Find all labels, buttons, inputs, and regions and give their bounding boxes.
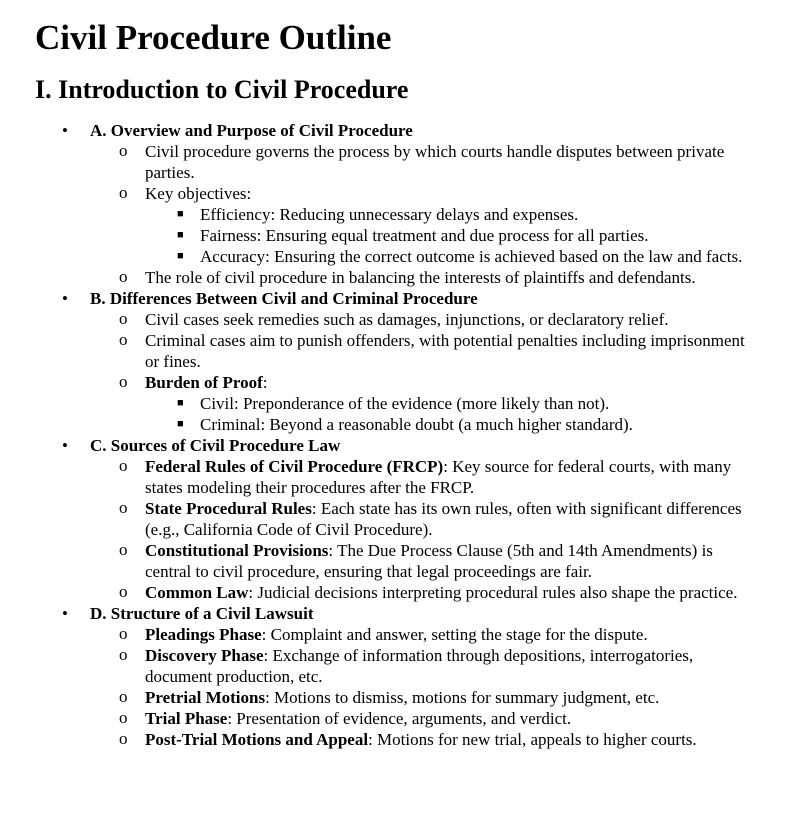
nested-list-item — [145, 393, 745, 414]
bullet-circle-icon: o — [119, 330, 128, 349]
item-lead: State Procedural Rules — [145, 499, 312, 518]
sub-list — [90, 456, 745, 603]
item-lead: Burden of Proof — [145, 373, 263, 392]
sub-list — [90, 141, 745, 288]
item-lead: Discovery Phase — [145, 646, 264, 665]
bullet-circle-icon: o — [119, 582, 128, 601]
bullet-circle-icon: o — [119, 372, 128, 391]
list-item — [90, 456, 745, 498]
bullet-circle-icon: o — [119, 687, 128, 706]
bullet-circle-icon: o — [119, 456, 128, 475]
list-item — [90, 708, 745, 729]
list-item — [90, 624, 745, 645]
list-item — [90, 498, 745, 540]
list-item — [90, 330, 745, 372]
section-subheading: D. Structure of a Civil Lawsuit — [90, 604, 314, 623]
bullet-circle-icon: o — [119, 267, 128, 286]
nested-list — [145, 204, 745, 267]
bullet-circle-icon: o — [119, 729, 128, 748]
item-text: : Key source for federal courts, with many states modeling their procedures after the FRCP. — [145, 457, 732, 497]
nested-list — [145, 393, 745, 435]
item-text: The role of civil procedure in balancing the interests of plaintiffs and defendants. — [145, 268, 696, 287]
item-text: : Complaint and answer, setting the stage for the dispute. — [261, 625, 648, 644]
bullet-square-icon: ■ — [177, 250, 184, 262]
bullet-circle-icon: o — [119, 183, 128, 202]
bullet-circle-icon: o — [119, 498, 128, 517]
bullet-square-icon: ■ — [177, 397, 184, 409]
item-text: : Motions to dismiss, motions for summary judgment, etc. — [265, 688, 660, 707]
list-item — [90, 645, 745, 687]
outline-section — [35, 120, 745, 288]
nested-item-text: Efficiency: Reducing unnecessary delays and expenses. — [200, 205, 579, 224]
list-item — [90, 582, 745, 603]
item-text: : — [262, 373, 268, 392]
bullet-disc-icon: • — [62, 436, 68, 455]
bullet-disc-icon: • — [62, 289, 68, 308]
item-lead: Pleadings Phase — [145, 625, 262, 644]
item-lead: Federal Rules of Civil Procedure (FRCP) — [145, 457, 444, 476]
list-item — [90, 309, 745, 330]
outline-list — [35, 120, 794, 750]
outline-section — [35, 603, 745, 750]
item-text: Criminal cases aim to punish offenders, with potential penalties including imprisonment or fines. — [145, 331, 745, 371]
section-subheading: B. Differences Between Civil and Criminal Procedure — [90, 289, 478, 308]
sub-list — [90, 624, 745, 750]
nested-item-text: Civil: Preponderance of the evidence (more likely than not). — [200, 394, 610, 413]
item-text: Civil cases seek remedies such as damages, injunctions, or declaratory relief. — [145, 310, 669, 329]
list-item — [90, 540, 745, 582]
document-title: Civil Procedure Outline — [35, 18, 392, 57]
bullet-circle-icon: o — [119, 708, 128, 727]
outline-section — [35, 435, 745, 603]
bullet-disc-icon: • — [62, 604, 68, 623]
list-item — [90, 141, 745, 183]
bullet-square-icon: ■ — [177, 418, 184, 430]
list-item — [90, 372, 745, 435]
bullet-circle-icon: o — [119, 624, 128, 643]
section-subheading: A. Overview and Purpose of Civil Procedure — [90, 121, 413, 140]
item-text: Key objectives: — [145, 184, 252, 203]
outline-section — [35, 288, 745, 435]
item-lead: Pretrial Motions — [145, 688, 266, 707]
item-text: : Judicial decisions interpreting procedural rules also shape the practice. — [248, 583, 738, 602]
item-text: : Motions for new trial, appeals to higher courts. — [368, 730, 697, 749]
nested-item-text: Criminal: Beyond a reasonable doubt (a much higher standard). — [200, 415, 633, 434]
nested-list-item — [145, 414, 745, 435]
nested-item-text: Accuracy: Ensuring the correct outcome is achieved based on the law and facts. — [200, 247, 743, 266]
bullet-circle-icon: o — [119, 540, 128, 559]
sub-list — [90, 309, 745, 435]
item-text: : The Due Process Clause (5th and 14th Amendments) is central to civil procedure, ensuring that legal proceedings are fair. — [145, 541, 713, 581]
bullet-circle-icon: o — [119, 141, 128, 160]
nested-list-item — [145, 246, 745, 267]
item-lead: Post-Trial Motions and Appeal — [145, 730, 369, 749]
item-lead: Constitutional Provisions — [145, 541, 329, 560]
nested-list-item — [145, 204, 745, 225]
list-item — [90, 729, 745, 750]
bullet-circle-icon: o — [119, 645, 128, 664]
item-text: : Exchange of information through depositions, interrogatories, document production, etc. — [145, 646, 694, 686]
item-text: : Presentation of evidence, arguments, and verdict. — [227, 709, 572, 728]
section-heading: I. Introduction to Civil Procedure — [35, 75, 409, 104]
bullet-disc-icon: • — [62, 121, 68, 140]
bullet-square-icon: ■ — [177, 208, 184, 220]
list-item — [90, 687, 745, 708]
list-item — [90, 183, 745, 267]
nested-list-item — [145, 225, 745, 246]
item-text: : Each state has its own rules, often with significant differences (e.g., California Code of Civil Procedure). — [145, 499, 742, 539]
bullet-square-icon: ■ — [177, 229, 184, 241]
list-item — [90, 267, 745, 288]
item-text: Civil procedure governs the process by which courts handle disputes between private parties. — [145, 142, 725, 182]
item-lead: Trial Phase — [145, 709, 228, 728]
bullet-circle-icon: o — [119, 309, 128, 328]
item-lead: Common Law — [145, 583, 249, 602]
section-subheading: C. Sources of Civil Procedure Law — [90, 436, 341, 455]
nested-item-text: Fairness: Ensuring equal treatment and due process for all parties. — [200, 226, 649, 245]
